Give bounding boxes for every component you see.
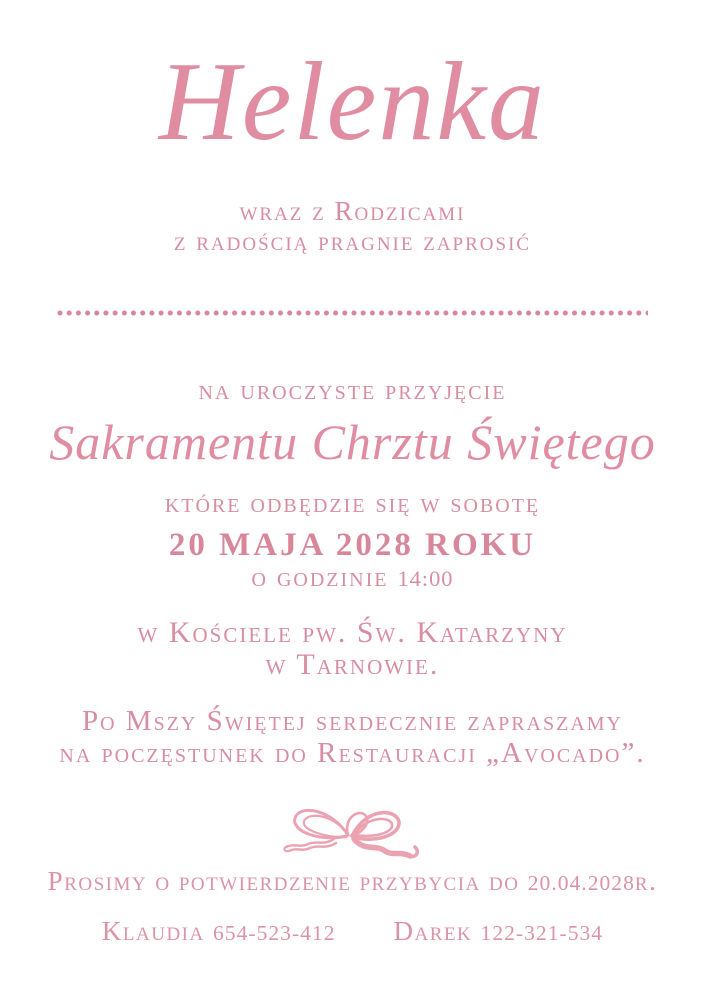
rsvp-deadline-suffix: r.	[634, 866, 658, 896]
rsvp-deadline-date: 20.04.2028	[527, 871, 635, 895]
contact-darek	[394, 916, 604, 947]
contact-name: Darek	[393, 916, 481, 946]
event-lead-in: na uroczyste przyjęcie	[198, 375, 507, 406]
contact-phone: 122-321-534	[480, 921, 604, 945]
sacrament-title: Sakramentu Chrztu Świętego	[49, 414, 656, 470]
reception-line-2: na poczęstunek do Restauracji „Avocado”.	[59, 737, 646, 769]
ribbon-bow-icon	[277, 790, 429, 862]
reception-line-1: Po Mszy Świętej serdecznie zapraszamy	[81, 705, 624, 737]
contact-klaudia	[102, 916, 336, 947]
event-time-line	[0, 562, 705, 594]
child-name-title: Helenka	[158, 40, 547, 164]
dotted-divider	[57, 309, 648, 317]
intro-line-invite: z radością pragnie zaprosić	[173, 226, 532, 256]
contact-name: Klaudia	[101, 916, 213, 946]
rsvp-text: Prosimy o potwierdzenie przybycia do	[47, 866, 528, 896]
contact-phone: 654-523-412	[212, 921, 336, 945]
intro-line-parents: wraz z Rodzicami	[239, 196, 466, 226]
event-time-value: 14:00	[397, 566, 454, 591]
event-date: 20 MAJA 2028 ROKU	[168, 527, 537, 563]
contacts-row	[0, 916, 705, 947]
event-day-line: które odbędzie się w sobotę	[164, 488, 541, 519]
event-time-prefix: o godzinie	[251, 562, 398, 593]
church-name: w Kościele pw. Św. Katarzyny	[137, 616, 568, 649]
rsvp-line	[0, 866, 705, 897]
bow-decoration-wrap	[0, 790, 705, 865]
church-city: w Tarnowie.	[265, 648, 440, 681]
